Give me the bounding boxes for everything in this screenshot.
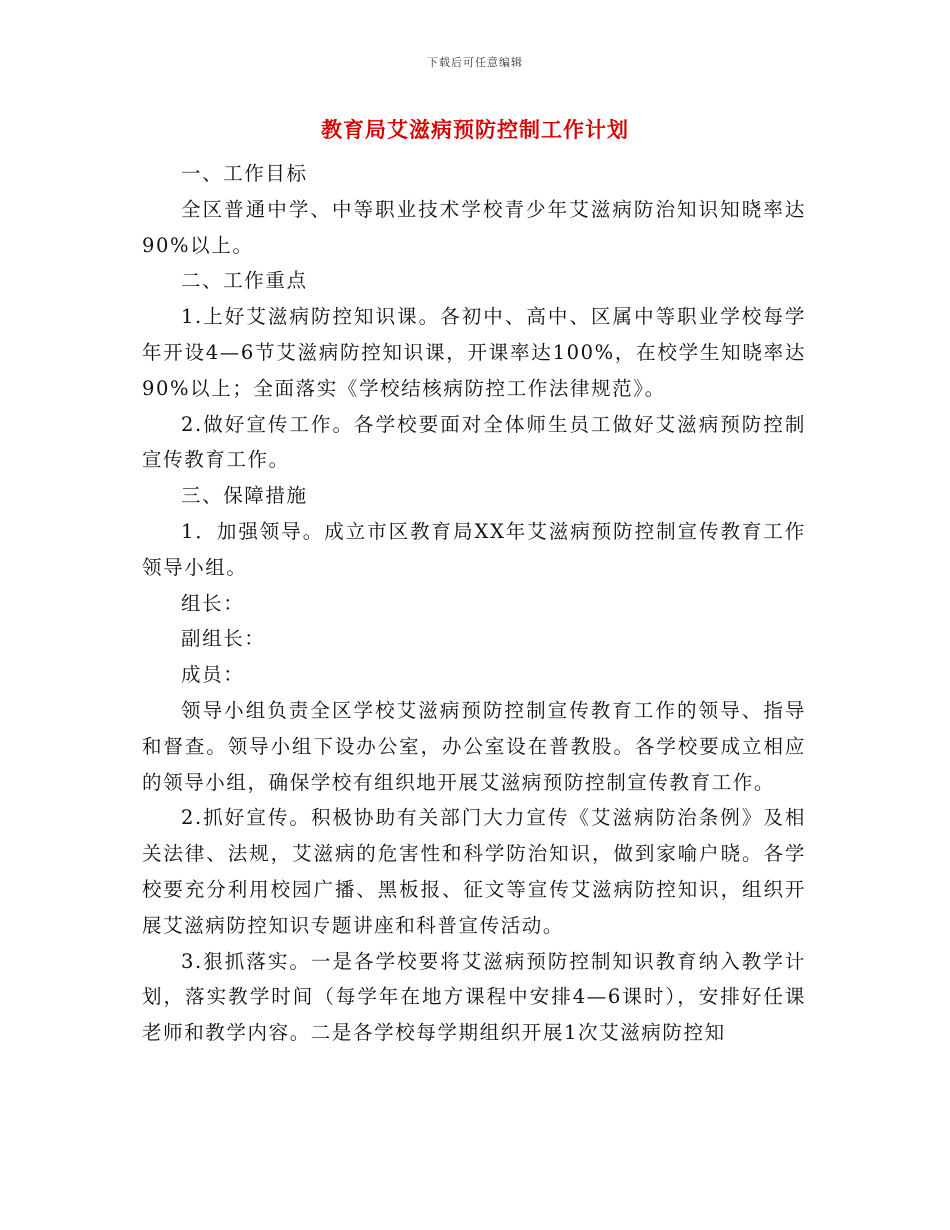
paragraph-deputy-leader: 副组长： bbox=[181, 627, 266, 651]
page-header-note: 下载后可任意编辑 bbox=[427, 56, 523, 69]
paragraph: 全区普通中学、中等职业技术学校青少年艾滋病防治知识知晓率达90%以上。 bbox=[142, 197, 806, 257]
paragraph: 1．加强领导。成立市区教育局XX年艾滋病预防控制宣传教育工作领导小组。 bbox=[142, 519, 806, 579]
document-body bbox=[142, 156, 806, 1051]
paragraph: 2.做好宣传工作。各学校要面对全体师生员工做好艾滋病预防控制宣传教育工作。 bbox=[142, 412, 806, 472]
section-heading-measures: 三、保障措施 bbox=[181, 484, 308, 508]
paragraph: 3.狠抓落实。一是各学校要将艾滋病预防控制知识教育纳入教学计划，落实教学时间（每学年在地方课程中安排4—6课时），安排好任课老师和教学内容。二是各学校每学期组织开展1次艾滋病防控知 bbox=[142, 949, 806, 1045]
section-heading-goals: 一、工作目标 bbox=[181, 162, 308, 185]
paragraph-members: 成员： bbox=[181, 663, 245, 687]
paragraph: 1.上好艾滋病防控知识课。各初中、高中、区属中等职业学校每学年开设4—6节艾滋病防控知识课，开课率达100%，在校学生知晓率达90%以上；全面落实《学校结核病防控工作法律规范》。 bbox=[142, 305, 806, 400]
document-title: 教育局艾滋病预防控制工作计划 bbox=[321, 117, 629, 142]
paragraph-group-leader: 组长： bbox=[181, 591, 245, 615]
paragraph: 2.抓好宣传。积极协助有关部门大力宣传《艾滋病防治条例》及相关法律、法规，艾滋病的危害性和科学防治知识，做到家喻户晓。各学校要充分利用校园广播、黑板报、征文等宣传艾滋病防控知识，组织开展艾滋病防控知识专题讲座和科普宣传活动。 bbox=[142, 806, 806, 937]
paragraph: 领导小组负责全区学校艾滋病预防控制宣传教育工作的领导、指导和督查。领导小组下设办公室，办公室设在普教股。各学校要成立相应的领导小组，确保学校有组织地开展艾滋病预防控制宣传教育工作。 bbox=[142, 698, 806, 794]
section-heading-focus: 二、工作重点 bbox=[181, 269, 308, 293]
